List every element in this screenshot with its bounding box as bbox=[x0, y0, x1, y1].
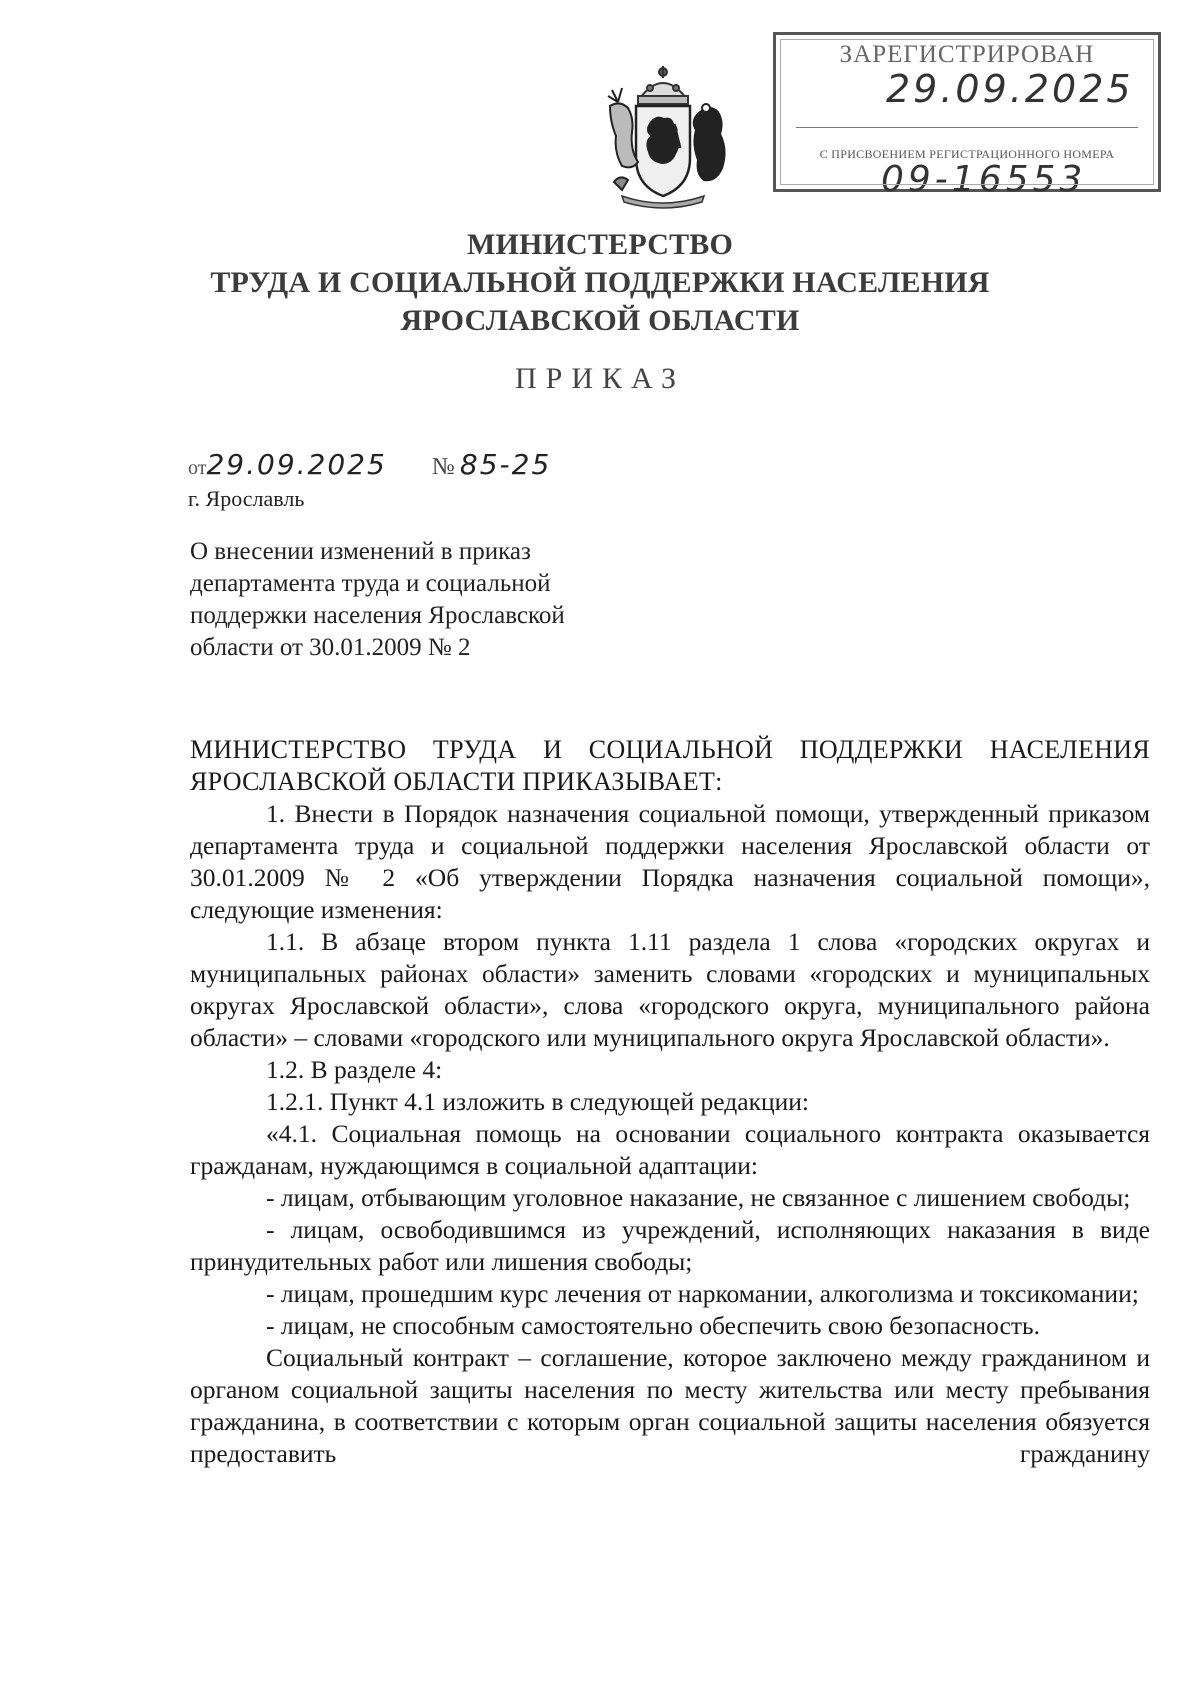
organization-header bbox=[0, 226, 1200, 340]
number-sign: № bbox=[431, 454, 455, 480]
order-subject bbox=[190, 536, 670, 664]
paragraph-1-1: 1.1. В абзаце втором пункта 1.11 раздела 1 слова «городских округах и муниципальных районах области» заменить словами «городских и муниципальных округах Ярославской области», слова «городского округа, муниципального района области» – словами «городского или муниципального округа Ярославской области». bbox=[190, 927, 1150, 1052]
stamp-number: 09-16553 bbox=[881, 159, 1087, 200]
subject-line-2: департамента труда и социальной bbox=[190, 570, 551, 597]
stamp-title: ЗАРЕГИСТРИРОВАН bbox=[839, 41, 1095, 68]
paragraph-1: 1. Внести в Порядок назначения социальной помощи, утвержденный приказом департамента труда и социальной поддержки населения Ярославской области от 30.01.2009 № 2 «Об утверждении Порядка назначения социальной помощи», следующие изменения: bbox=[190, 799, 1150, 924]
date-prefix: от bbox=[188, 457, 207, 479]
org-line-3: ЯРОСЛАВСКОЙ ОБЛАСТИ bbox=[400, 304, 800, 337]
paragraph-4-1: «4.1. Социальная помощь на основании социального контракта оказывается гражданам, нуждающимся в социальной адаптации: bbox=[190, 1119, 1150, 1180]
subject-line-4: области от 30.01.2009 № 2 bbox=[190, 634, 471, 661]
list-item-4: - лицам, не способным самостоятельно обеспечить свою безопасность. bbox=[266, 1311, 1040, 1340]
document-type: ПРИКАЗ bbox=[515, 362, 685, 395]
list-item-3: - лицам, прошедшим курс лечения от наркомании, алкоголизма и токсикомании; bbox=[266, 1279, 1139, 1308]
list-item-1: - лицам, отбывающим уголовное наказание, не связанное с лишением свободы; bbox=[266, 1183, 1131, 1212]
subject-line-1: О внесении изменений в приказ bbox=[190, 538, 531, 565]
stamp-divider bbox=[796, 127, 1138, 128]
order-date: 29.09.2025 bbox=[206, 448, 387, 481]
org-line-2: ТРУДА И СОЦИАЛЬНОЙ ПОДДЕРЖКИ НАСЕЛЕНИЯ bbox=[210, 266, 990, 299]
order-city: г. Ярославль bbox=[188, 486, 305, 511]
registration-stamp bbox=[773, 32, 1161, 200]
order-number: 85-25 bbox=[459, 448, 552, 481]
stamp-date: 29.09.2025 bbox=[886, 67, 1134, 111]
stamp-subtitle: С ПРИСВОЕНИЕМ РЕГИСТРАЦИОННОГО НОМЕРА bbox=[819, 147, 1115, 161]
order-body bbox=[190, 734, 1150, 1470]
coat-of-arms-emblem bbox=[588, 62, 738, 212]
paragraph-1-2-1: 1.2.1. Пункт 4.1 изложить в следующей редакции: bbox=[266, 1087, 809, 1116]
body-heading: МИНИСТЕРСТВО ТРУДА И СОЦИАЛЬНОЙ ПОДДЕРЖКИ НАСЕЛЕНИЯ ЯРОСЛАВСКОЙ ОБЛАСТИ ПРИКАЗЫВАЕТ: bbox=[190, 735, 1150, 796]
paragraph-1-2: 1.2. В разделе 4: bbox=[266, 1055, 443, 1084]
order-date-number bbox=[188, 448, 551, 488]
org-line-1: МИНИСТЕРСТВО bbox=[466, 228, 734, 261]
paragraph-social-contract: Социальный контракт – соглашение, которое заключено между гражданином и органом социальной защиты населения по месту жительства или месту пребывания гражданина, в соответствии с которым орган социальной защиты населения обязуется предоставить гражданину bbox=[190, 1343, 1150, 1468]
subject-line-3: поддержки населения Ярославской bbox=[190, 602, 565, 629]
list-item-2: - лицам, освободившимся из учреждений, исполняющих наказания в виде принудительных работ или лишения свободы; bbox=[190, 1215, 1150, 1276]
